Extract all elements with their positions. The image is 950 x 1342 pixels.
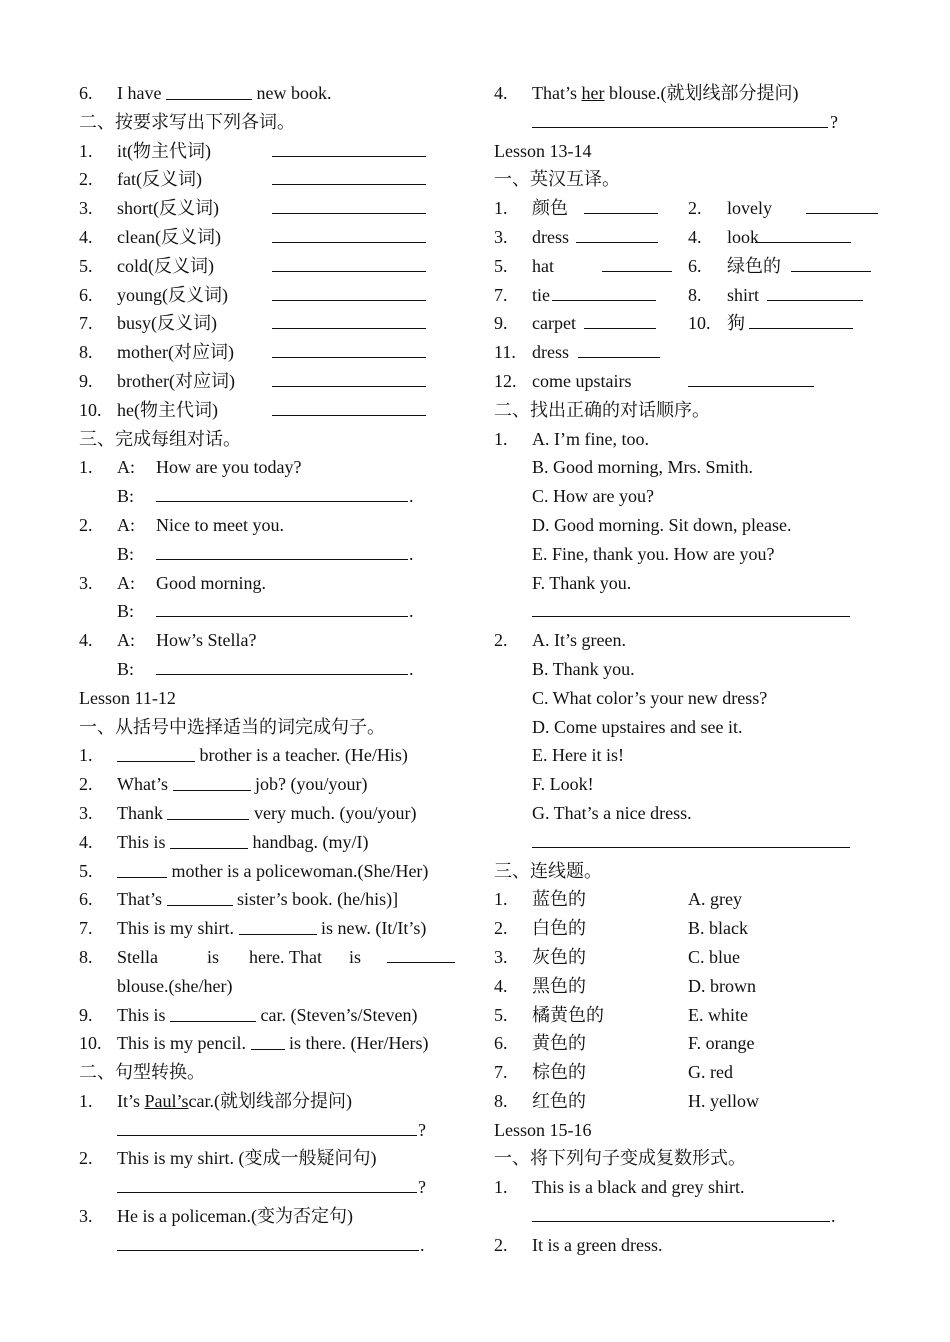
- answer-blank[interactable]: [117, 743, 195, 762]
- punctuation: .: [420, 1234, 425, 1255]
- exercise-row: [494, 1231, 864, 1260]
- list-item: [494, 540, 864, 569]
- word-text: shirt: [727, 284, 760, 305]
- exercise-row: [79, 1029, 464, 1058]
- sentence-text: I have: [117, 83, 162, 103]
- exercise-row: [79, 828, 464, 857]
- speaker-label: B:: [117, 543, 135, 564]
- dialog-option: F. Thank you.: [532, 572, 632, 593]
- dialog-line: Nice to meet you.: [156, 514, 284, 535]
- item-number: 7.: [494, 1062, 508, 1083]
- exercise-row: [79, 914, 464, 943]
- sentence-text: He is a policeman.(变为否定句): [117, 1206, 353, 1227]
- sentence-text: Thank: [117, 802, 163, 823]
- answer-blank[interactable]: [806, 197, 878, 214]
- word-text: it(物主代词): [117, 140, 211, 161]
- sentence-text: That’s: [117, 889, 162, 910]
- punctuation: ?: [830, 111, 838, 132]
- dialog-row: [79, 540, 464, 569]
- item-number: 4.: [494, 975, 508, 996]
- list-item: [494, 684, 864, 713]
- item-number: 3.: [494, 946, 508, 967]
- item-number: 2.: [494, 918, 508, 939]
- answer-blank[interactable]: [584, 197, 658, 214]
- speaker-label: B:: [117, 486, 135, 507]
- section-title: 一、从括号中选择适当的词完成句子。: [79, 716, 385, 737]
- sentence-text: This is: [117, 831, 166, 852]
- word-text: tie: [532, 284, 550, 305]
- item-number: 3.: [79, 1206, 93, 1227]
- answer-blank[interactable]: [387, 946, 455, 963]
- item-number: 10.: [79, 399, 102, 420]
- dialog-row: [79, 511, 464, 540]
- sentence-text: job? (you/your): [255, 774, 368, 795]
- answer-blank[interactable]: [272, 370, 426, 387]
- item-number: 10.: [688, 313, 711, 334]
- item-number: 11.: [494, 342, 516, 363]
- answer-blank[interactable]: [272, 312, 426, 329]
- item-number: 12.: [494, 370, 517, 391]
- answer-blank[interactable]: [767, 284, 863, 301]
- answer-line[interactable]: [532, 600, 850, 617]
- match-term: 灰色的: [532, 946, 586, 967]
- item-number: 1.: [494, 428, 508, 449]
- word-text: busy(反义词): [117, 313, 217, 334]
- sentence-text: Stella: [117, 946, 158, 967]
- match-option: H. yellow: [688, 1090, 759, 1111]
- exercise-row: [79, 741, 464, 770]
- punctuation: .: [409, 486, 414, 507]
- match-row: [494, 1087, 864, 1116]
- list-item: [494, 425, 864, 454]
- answer-blank[interactable]: [117, 859, 167, 878]
- punctuation: .: [409, 658, 414, 679]
- section-title: 一、英汉互译。: [494, 169, 620, 190]
- item-number: 7.: [494, 284, 508, 305]
- list-item: [494, 569, 864, 598]
- answer-line[interactable]: [156, 543, 408, 560]
- answer-blank[interactable]: [173, 772, 251, 791]
- item-number: 6.: [79, 83, 93, 103]
- exercise-row: [79, 1202, 464, 1231]
- word-text: brother(对应词): [117, 370, 235, 391]
- sentence-text: This is a black and grey shirt.: [532, 1177, 745, 1198]
- punctuation: ?: [418, 1119, 426, 1140]
- speaker-label: A:: [117, 630, 135, 651]
- answer-blank[interactable]: [272, 197, 426, 214]
- answer-blank[interactable]: [167, 887, 233, 906]
- answer-blank[interactable]: [749, 312, 853, 329]
- word-text: carpet: [532, 313, 576, 334]
- exercise-row: [494, 338, 864, 367]
- match-term: 红色的: [532, 1090, 586, 1111]
- word-text: short(反义词): [117, 198, 219, 219]
- item-number: 7.: [79, 313, 93, 334]
- lesson-heading: Lesson 13-14: [494, 140, 592, 161]
- speaker-label: B:: [117, 601, 135, 622]
- dialog-option: D. Come upstaires and see it.: [532, 716, 743, 737]
- dialog-row: [79, 626, 464, 655]
- exercise-row: [79, 137, 464, 166]
- answer-line[interactable]: [117, 1119, 417, 1136]
- item-number: 5.: [494, 255, 508, 276]
- word-text: 颜色: [532, 198, 568, 219]
- sentence-text: This is my shirt. (变成一般疑问句): [117, 1148, 377, 1169]
- item-number: 6.: [494, 1033, 508, 1054]
- word-text: 绿色的: [727, 255, 781, 276]
- exercise-row: [494, 79, 864, 108]
- punctuation: .: [409, 543, 414, 564]
- dialog-row: [79, 453, 464, 482]
- item-number: 6.: [79, 889, 93, 910]
- answer-line[interactable]: [156, 658, 408, 675]
- match-option: C. blue: [688, 946, 740, 967]
- answer-blank[interactable]: [170, 1003, 256, 1022]
- answer-blank[interactable]: [791, 255, 871, 272]
- item-number: 3.: [79, 802, 93, 823]
- answer-line[interactable]: [532, 111, 828, 128]
- answer-blank[interactable]: [170, 830, 248, 849]
- item-number: 8.: [494, 1090, 508, 1111]
- exercise-row: [79, 79, 464, 108]
- list-item: [494, 655, 864, 684]
- word-text: look: [727, 226, 760, 247]
- match-option: A. grey: [688, 889, 742, 910]
- item-number: 2.: [688, 198, 702, 219]
- underlined-word: Paul’s: [144, 1090, 189, 1111]
- item-number: 8.: [79, 946, 93, 967]
- item-number: 3.: [79, 572, 93, 593]
- item-number: 5.: [79, 860, 93, 881]
- answer-blank[interactable]: [272, 140, 426, 157]
- item-number: 3.: [494, 226, 508, 247]
- list-item: [494, 741, 864, 770]
- answer-blank[interactable]: [272, 255, 426, 272]
- match-option: F. orange: [688, 1033, 755, 1054]
- punctuation: .: [831, 1206, 836, 1227]
- item-number: 9.: [79, 370, 93, 391]
- sentence-text: sister’s book. (he/his)]: [237, 889, 399, 910]
- item-number: 6.: [79, 284, 93, 305]
- section-title: 二、按要求写出下列各词。: [79, 111, 295, 132]
- punctuation: ?: [418, 1177, 426, 1198]
- dialog-line: How’s Stella?: [156, 630, 257, 651]
- item-number: 10.: [79, 1033, 102, 1054]
- left-column: [79, 79, 464, 1260]
- list-item: [494, 511, 864, 540]
- answer-blank[interactable]: [688, 370, 814, 387]
- dialog-row: [79, 569, 464, 598]
- dialog-option: C. What color’s your new dress?: [532, 687, 768, 708]
- item-number: 1.: [79, 1090, 93, 1111]
- item-number: 2.: [79, 1148, 93, 1169]
- answer-line[interactable]: [117, 1176, 417, 1193]
- word-text: fat(反义词): [117, 169, 202, 190]
- exercise-row: [79, 223, 464, 252]
- exercise-row: [494, 367, 864, 396]
- item-number: 6.: [688, 255, 702, 276]
- sentence-text: What’s: [117, 774, 168, 795]
- item-number: 9.: [494, 313, 508, 334]
- exercise-row: [79, 943, 464, 972]
- item-number: 4.: [79, 226, 93, 247]
- word-text: mother(对应词): [117, 342, 234, 363]
- exercise-row: [79, 309, 464, 338]
- word-text: come upstairs: [532, 370, 632, 391]
- list-item: [494, 770, 864, 799]
- sentence-text: car. (Steven’s/Steven): [260, 1004, 418, 1025]
- match-row: [494, 972, 864, 1001]
- match-row: [494, 1001, 864, 1030]
- sentence-text: That’s: [532, 83, 577, 103]
- sentence-text: blouse.(就划线部分提问): [608, 83, 799, 103]
- punctuation: .: [409, 601, 414, 622]
- item-number: 2.: [79, 774, 93, 795]
- sentence-text: here.: [249, 946, 285, 967]
- speaker-label: B:: [117, 658, 135, 679]
- exercise-row: [79, 770, 464, 799]
- item-number: 1.: [494, 889, 508, 910]
- word-text: 狗: [727, 313, 745, 334]
- speaker-label: A:: [117, 572, 135, 593]
- sentence-text: It’s: [117, 1090, 141, 1111]
- sentence-text: It is a green dress.: [532, 1234, 663, 1255]
- exercise-row: [79, 194, 464, 223]
- sentence-text: This is my pencil.: [117, 1033, 246, 1054]
- answer-blank[interactable]: [167, 801, 249, 820]
- word-text: lovely: [727, 198, 772, 219]
- section-title: 二、找出正确的对话顺序。: [494, 399, 710, 420]
- exercise-row: [79, 799, 464, 828]
- word-text: dress: [532, 342, 569, 363]
- match-option: D. brown: [688, 975, 756, 996]
- item-number: 7.: [79, 918, 93, 939]
- section-title: 三、连线题。: [494, 860, 602, 881]
- answer-blank[interactable]: [272, 284, 426, 301]
- sentence-text: new book.: [256, 83, 332, 103]
- exercise-row: [494, 252, 864, 281]
- dialog-row: [79, 482, 464, 511]
- dialog-option: C. How are you?: [532, 486, 654, 507]
- match-row: [494, 943, 864, 972]
- sentence-text: is new. (It/It’s): [321, 918, 427, 939]
- match-term: 棕色的: [532, 1062, 586, 1083]
- dialog-option: D. Good morning. Sit down, please.: [532, 514, 792, 535]
- item-number: 8.: [688, 284, 702, 305]
- section-title: 二、句型转换。: [79, 1062, 205, 1083]
- list-item: [494, 713, 864, 742]
- exercise-row: [79, 885, 464, 914]
- exercise-row: [79, 281, 464, 310]
- answer-blank[interactable]: [576, 226, 658, 243]
- answer-blank[interactable]: [272, 168, 426, 185]
- answer-line[interactable]: [532, 831, 850, 848]
- match-option: E. white: [688, 1004, 748, 1025]
- list-item: [494, 482, 864, 511]
- section-title: 一、将下列句子变成复数形式。: [494, 1148, 746, 1169]
- match-row: [494, 885, 864, 914]
- list-item: [494, 453, 864, 482]
- sentence-text: handbag. (my/I): [252, 831, 369, 852]
- exercise-row: [494, 1173, 864, 1202]
- exercise-row: [494, 281, 864, 310]
- dialog-row: [79, 597, 464, 626]
- sentence-text: This is my shirt.: [117, 918, 235, 939]
- exercise-row: [79, 396, 464, 425]
- match-option: G. red: [688, 1062, 733, 1083]
- word-text: clean(反义词): [117, 226, 221, 247]
- exercise-row: [494, 309, 864, 338]
- dialog-option: E. Here it is!: [532, 745, 624, 766]
- dialog-option: G. That’s a nice dress.: [532, 802, 692, 823]
- exercise-row: [79, 1001, 464, 1030]
- word-text: dress: [532, 226, 569, 247]
- answer-blank[interactable]: [272, 399, 426, 416]
- sentence-text: car.(就划线部分提问): [188, 1090, 352, 1111]
- match-row: [494, 914, 864, 943]
- item-number: 5.: [79, 255, 93, 276]
- item-number: 9.: [79, 1004, 93, 1025]
- answer-blank[interactable]: [552, 284, 656, 301]
- answer-blank[interactable]: [602, 255, 672, 272]
- word-text: he(物主代词): [117, 399, 218, 420]
- item-number: 1.: [79, 457, 93, 478]
- item-number: 4.: [494, 83, 508, 103]
- match-term: 黄色的: [532, 1033, 586, 1054]
- speaker-label: A:: [117, 514, 135, 535]
- item-number: 4.: [79, 630, 93, 651]
- match-row: [494, 1058, 864, 1087]
- section-title: 三、完成每组对话。: [79, 428, 241, 449]
- answer-blank[interactable]: [166, 81, 252, 100]
- match-term: 白色的: [532, 918, 586, 939]
- answer-blank[interactable]: [239, 916, 317, 935]
- item-number: 4.: [79, 831, 93, 852]
- sentence-text: is: [207, 946, 220, 967]
- list-item: [494, 626, 864, 655]
- exercise-row: [494, 223, 864, 252]
- match-option: B. black: [688, 918, 748, 939]
- exercise-row: [79, 338, 464, 367]
- match-term: 橘黄色的: [532, 1004, 604, 1025]
- dialog-option: A. I’m fine, too.: [532, 428, 649, 449]
- dialog-line: How are you today?: [156, 457, 302, 478]
- dialog-option: B. Good morning, Mrs. Smith.: [532, 457, 754, 478]
- item-number: 1.: [79, 140, 93, 161]
- item-number: 8.: [79, 342, 93, 363]
- item-number: 2.: [494, 630, 508, 651]
- speaker-label: A:: [117, 457, 135, 478]
- answer-blank[interactable]: [251, 1031, 285, 1050]
- answer-blank[interactable]: [578, 341, 660, 358]
- item-number: 1.: [494, 198, 508, 219]
- sentence-text: blouse.(she/her): [117, 975, 233, 996]
- item-number: 2.: [494, 1234, 508, 1255]
- underlined-word: her: [581, 83, 605, 103]
- sentence-text: is: [349, 946, 362, 967]
- match-row: [494, 1029, 864, 1058]
- exercise-row: [79, 1144, 464, 1173]
- item-number: 1.: [494, 1177, 508, 1198]
- word-text: young(反义词): [117, 284, 228, 305]
- dialog-option: B. Thank you.: [532, 658, 635, 679]
- answer-line[interactable]: [156, 600, 408, 617]
- sentence-text: very much. (you/your): [253, 802, 417, 823]
- answer-blank[interactable]: [584, 312, 656, 329]
- answer-blank[interactable]: [755, 226, 851, 243]
- exercise-row: [79, 252, 464, 281]
- match-term: 蓝色的: [532, 889, 586, 910]
- dialog-option: E. Fine, thank you. How are you?: [532, 543, 775, 564]
- exercise-row: [494, 194, 864, 223]
- item-number: 1.: [79, 745, 93, 766]
- list-item: [494, 799, 864, 828]
- item-number: 4.: [688, 226, 702, 247]
- match-term: 黑色的: [532, 975, 586, 996]
- answer-line[interactable]: [532, 1205, 830, 1222]
- dialog-line: Good morning.: [156, 572, 266, 593]
- lesson-heading: Lesson 15-16: [494, 1119, 592, 1140]
- exercise-row: [79, 857, 464, 886]
- dialog-row: [79, 655, 464, 684]
- word-text: cold(反义词): [117, 255, 214, 276]
- answer-blank[interactable]: [272, 341, 426, 358]
- item-number: 5.: [494, 1004, 508, 1025]
- answer-blank[interactable]: [272, 226, 426, 243]
- sentence-text: mother is a policewoman.(She/Her): [171, 860, 429, 881]
- sentence-text: is there. (Her/Hers): [289, 1033, 429, 1054]
- exercise-row: [79, 1087, 464, 1116]
- dialog-option: A. It’s green.: [532, 630, 626, 651]
- sentence-text: brother is a teacher. (He/His): [199, 745, 408, 766]
- dialog-option: F. Look!: [532, 774, 594, 795]
- exercise-row: [79, 367, 464, 396]
- item-number: 2.: [79, 514, 93, 535]
- sentence-text: This is: [117, 1004, 166, 1025]
- lesson-heading: Lesson 11-12: [79, 687, 176, 708]
- answer-line[interactable]: [156, 485, 408, 502]
- item-number: 3.: [79, 198, 93, 219]
- exercise-row: [79, 165, 464, 194]
- right-column: [494, 79, 864, 1260]
- answer-line[interactable]: [117, 1234, 419, 1251]
- word-text: hat: [532, 255, 554, 276]
- sentence-text: That: [289, 946, 322, 967]
- item-number: 2.: [79, 169, 93, 190]
